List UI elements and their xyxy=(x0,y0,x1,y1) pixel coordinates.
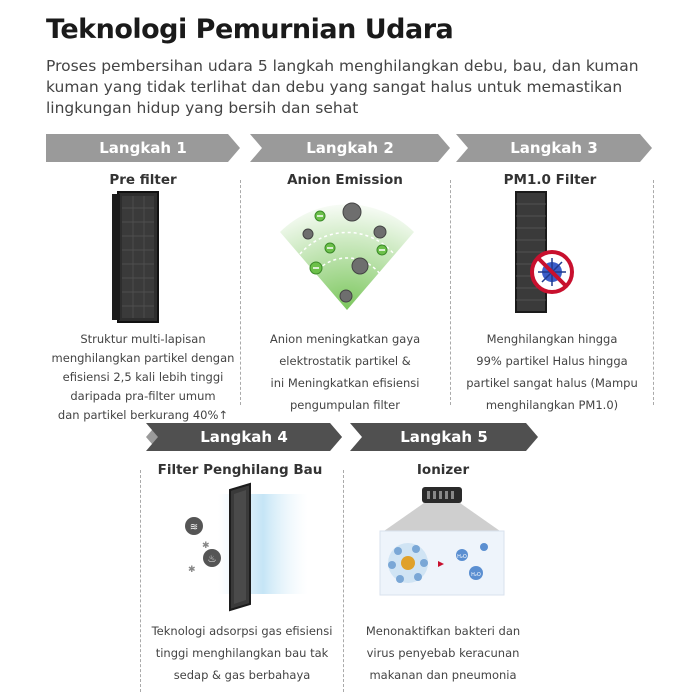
column-divider xyxy=(240,180,241,405)
step-5-banner xyxy=(350,423,538,451)
step-3-banner-label: Langkah 3 xyxy=(510,139,598,157)
svg-text:✱: ✱ xyxy=(188,565,196,575)
description-line: tinggi menghilangkan bau tak xyxy=(155,646,329,660)
description-line: Menghilangkan hingga xyxy=(486,332,618,346)
description-line: Teknologi adsorpsi gas efisiensi xyxy=(151,624,333,638)
column-divider xyxy=(450,180,451,405)
anion-emission-icon xyxy=(272,192,422,316)
description-line: 99% partikel Halus hingga xyxy=(476,354,628,368)
step-5-heading: Ionizer xyxy=(416,462,470,478)
description-line: dan partikel berkurang 40%↑ xyxy=(57,408,229,422)
step-1-banner-label: Langkah 1 xyxy=(99,139,187,157)
step-1-heading: Pre filter xyxy=(109,172,177,188)
description-line: pengumpulan filter xyxy=(290,398,400,412)
odor-filter-icon xyxy=(180,482,310,616)
description-line: partikel sangat halus (Mampu xyxy=(466,376,638,390)
step-3-banner xyxy=(456,134,652,162)
step-4-description xyxy=(142,620,342,686)
step-2-banner-label: Langkah 2 xyxy=(306,139,394,157)
description-line: daripada pra-filter umum xyxy=(70,389,216,403)
svg-text:H₂O: H₂O xyxy=(471,572,481,578)
description-line: sedap & gas berbahaya xyxy=(173,668,311,682)
description-line: Struktur multi-lapisan xyxy=(80,332,206,346)
step-2-description xyxy=(245,328,445,416)
svg-text:≋: ≋ xyxy=(189,522,199,533)
svg-text:✱: ✱ xyxy=(202,541,210,551)
pre-filter-icon xyxy=(108,188,168,332)
column-divider xyxy=(653,180,654,405)
description-line: Anion meningkatkan gaya xyxy=(269,332,421,346)
description-line: Menonaktifkan bakteri dan xyxy=(365,624,521,638)
step-2-heading: Anion Emission xyxy=(287,172,403,188)
column-divider xyxy=(140,470,141,692)
step-4-banner-label: Langkah 4 xyxy=(200,428,288,446)
step-5-description xyxy=(345,620,541,686)
page-title: Teknologi Pemurnian Udara xyxy=(46,14,454,45)
step-2-banner xyxy=(250,134,450,162)
step-1-banner xyxy=(46,134,240,162)
ionizer-icon xyxy=(372,485,512,604)
column-divider xyxy=(343,470,344,692)
description-line: elektrostatik partikel & xyxy=(279,354,411,368)
pm10-filter-icon xyxy=(508,188,588,322)
step-3-heading: PM1.0 Filter xyxy=(503,172,597,188)
description-line: menghilangkan PM1.0) xyxy=(485,398,619,412)
svg-text:♨: ♨ xyxy=(207,554,217,565)
description-line: makanan dan pneumonia xyxy=(369,668,517,682)
description-line: virus penyebab keracunan xyxy=(366,646,520,660)
description-line: efisiensi 2,5 kali lebih tinggi xyxy=(62,370,224,384)
step-1-description xyxy=(46,330,240,425)
step-4-banner xyxy=(146,423,342,451)
description-line: menghilangkan partikel dengan xyxy=(51,351,235,365)
step-4-heading: Filter Penghilang Bau xyxy=(157,462,323,478)
page-subtitle: Proses pembersihan udara 5 langkah menghilangkan debu, bau, dan kuman kuman yang tidak terlihat dan debu yang sangat halus untuk memastikan lingkungan hidup yang bersih dan sehat xyxy=(46,57,639,117)
description-line: ini Meningkatkan efisiensi xyxy=(270,376,420,390)
step-5-banner-label: Langkah 5 xyxy=(400,428,488,446)
step-3-description xyxy=(452,328,652,416)
svg-text:H₂O: H₂O xyxy=(457,554,467,560)
